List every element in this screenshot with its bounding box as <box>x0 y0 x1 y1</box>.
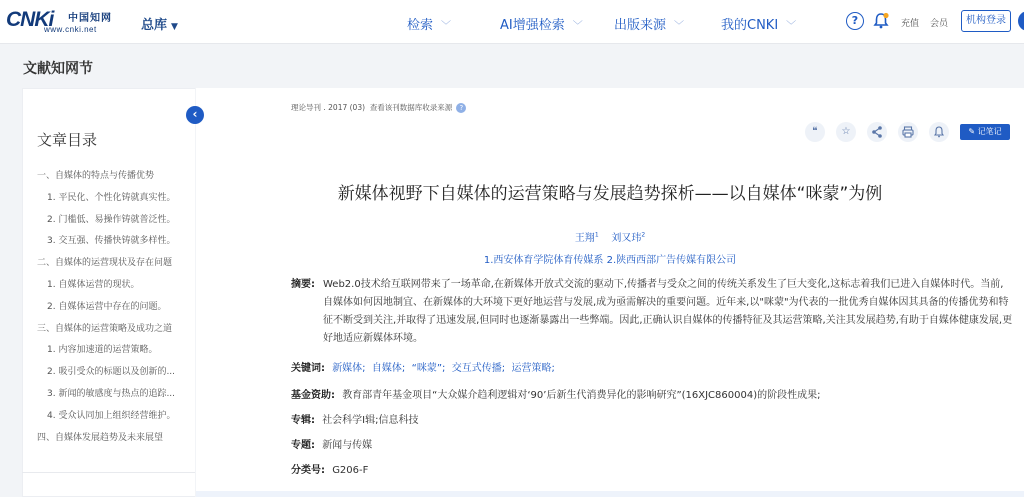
author-link[interactable] <box>611 233 645 244</box>
source-line <box>291 102 466 113</box>
caret-down-icon: ▼ <box>171 22 178 32</box>
toc-item[interactable]: 四、自媒体发展趋势及未来展望 <box>37 432 164 443</box>
logo-chinese-name: 中国知网 <box>68 13 112 24</box>
chevron-down-icon: ﹀ <box>786 21 797 32</box>
chevron-down-icon: ﹀ <box>441 21 452 32</box>
author-list <box>196 229 1024 244</box>
share-icon[interactable] <box>867 122 887 142</box>
print-icon[interactable] <box>898 122 918 142</box>
quote-icon[interactable]: ❝ <box>805 122 825 142</box>
page-title: 文献知网节 <box>23 61 93 77</box>
toc-item[interactable]: 3. 新闻的敏感度与热点的追踪... <box>47 388 176 399</box>
logo-url: www.cnki.net <box>44 25 97 34</box>
author-name: 刘又玮 <box>611 233 642 244</box>
recharge-link[interactable]: 充值 <box>901 19 920 29</box>
toc-title: 文章目录 <box>37 131 98 149</box>
affiliations[interactable]: 1.西安体育学院体育传媒系 2.陕西西部广告传媒有限公司 <box>483 255 737 266</box>
toc-item[interactable]: 4. 受众认同加上组织经营维护。 <box>47 410 176 421</box>
help-icon[interactable]: ? <box>846 12 864 30</box>
take-note-button[interactable] <box>960 124 1010 140</box>
pencil-icon: ✎ <box>968 127 976 136</box>
keyword-link[interactable]: 运营策略; <box>511 363 555 374</box>
topic-row <box>291 436 372 451</box>
fund-row <box>291 386 820 401</box>
series-value: 社会科学Ⅰ辑;信息科技 <box>322 415 419 426</box>
database-selector[interactable] <box>141 14 178 33</box>
classification-row <box>291 461 368 476</box>
nav-search[interactable] <box>407 14 451 33</box>
keyword-link[interactable]: 交互式传播; <box>451 363 506 374</box>
toc-item[interactable]: 2. 门槛低、易操作铸就普泛性。 <box>47 214 176 225</box>
toc-item[interactable]: 1. 平民化、个性化铸就真实性。 <box>47 192 176 203</box>
bottom-divider <box>196 491 1024 497</box>
toc-item[interactable]: 三、自媒体的运营策略及成功之道 <box>37 323 173 334</box>
topic-value: 新闻与传媒 <box>322 440 373 451</box>
topic-label: 专题: <box>291 440 315 451</box>
series-row <box>291 411 419 426</box>
classification-value: G206-F <box>332 465 369 476</box>
logo-mark: CNKi <box>6 8 54 31</box>
abstract-block <box>291 276 1013 348</box>
nav-search-label: 检索 <box>407 18 434 33</box>
collapse-toc-icon[interactable]: ‹ <box>186 106 204 124</box>
keyword-link[interactable]: 自媒体; <box>371 363 406 374</box>
toc-item[interactable]: 1. 内容加速道的运营策略。 <box>47 345 158 356</box>
author-affiliation-index: 2 <box>641 231 646 239</box>
notification-bell-icon[interactable] <box>872 12 890 30</box>
abstract-label: 摘要: <box>291 279 315 290</box>
author-name: 王翔 <box>574 233 595 244</box>
nav-ai-search-label: AI增强检索 <box>500 18 565 33</box>
classification-label: 分类号: <box>291 465 325 476</box>
nav-my-cnki[interactable] <box>721 14 796 33</box>
take-note-label: 记笔记 <box>977 127 1002 136</box>
series-label: 专辑: <box>291 415 315 426</box>
user-avatar[interactable] <box>1018 11 1024 31</box>
keywords-label: 关键词: <box>291 363 325 374</box>
article-title: 新媒体视野下自媒体的运营策略与发展趋势探析——以自媒体“咪蒙”为例 <box>337 184 883 204</box>
database-source-link[interactable]: 查看该刊数据库收录来源 <box>369 103 453 112</box>
subscribe-bell-icon[interactable] <box>929 122 949 142</box>
keyword-link[interactable]: “咪蒙”; <box>411 363 446 374</box>
abstract-text: Web2.0技术给互联网带来了一场革命,在新媒体开放式交流的驱动下,传播者与受众之间的传统关系发生了巨大变化,这标志着我们已进入自媒体时代。当前,自媒体如何因地制宜、在新媒体的大环境下更好地运营与发展,成为亟需解决的重要问题。近年来,以"咪蒙"为代表的一批优秀自媒体因其具备的传播优势和特征不断受到关注,并取得了迅速发展,但同时也逐渐暴露出一些弊端。因此,正确认识自媒体的传播特征及其运营策略,关注其发展趋势,有助于自媒体健康发展,更好地适应新媒体环境。 <box>323 279 1013 344</box>
info-icon[interactable]: ? <box>456 103 466 113</box>
author-link[interactable] <box>575 233 599 244</box>
article-panel <box>196 88 1024 497</box>
cnki-logo[interactable] <box>6 6 116 36</box>
fund-text[interactable]: 教育部青年基金项目“大众媒介趋利逻辑对‘90’后新生代消费异化的影响研究”(16XJC860004)的阶段性成果; <box>342 390 821 401</box>
chevron-down-icon: ﹀ <box>674 21 685 32</box>
keywords-row <box>291 359 555 374</box>
toc-item[interactable]: 一、自媒体的特点与传播优势 <box>37 171 155 181</box>
toc-item[interactable]: 2. 自媒体运营中存在的问题。 <box>47 301 167 312</box>
toc-item[interactable]: 2. 吸引受众的标题以及创新的... <box>47 367 176 378</box>
favorite-star-icon[interactable]: ☆ <box>836 122 856 142</box>
toc-item[interactable]: 1. 自媒体运营的现状。 <box>47 279 140 290</box>
toc-item[interactable]: 3. 交互强、传播快铸就多样性。 <box>47 236 176 247</box>
database-selector-label: 总库 <box>141 18 168 33</box>
author-affiliation-index: 1 <box>594 231 599 239</box>
fund-label: 基金资助: <box>291 390 335 401</box>
institution-login-button[interactable]: 机构登录 <box>961 10 1011 32</box>
toc-item[interactable]: 二、自媒体的运营现状及存在问题 <box>37 258 173 269</box>
toc-panel <box>22 88 195 497</box>
member-link[interactable]: 会员 <box>930 19 949 29</box>
nav-my-cnki-label: 我的CNKI <box>721 18 779 33</box>
nav-publication-source-label: 出版来源 <box>614 18 667 33</box>
nav-ai-search[interactable] <box>500 14 583 33</box>
keyword-link[interactable]: 新媒体; <box>332 363 366 374</box>
toc-list <box>37 169 197 452</box>
toc-divider <box>22 472 195 473</box>
nav-publication-source[interactable] <box>614 14 684 33</box>
top-header <box>0 0 1024 44</box>
journal-source[interactable]: 理论导刊 . 2017 (03) <box>291 103 366 112</box>
chevron-down-icon: ﹀ <box>572 21 583 32</box>
